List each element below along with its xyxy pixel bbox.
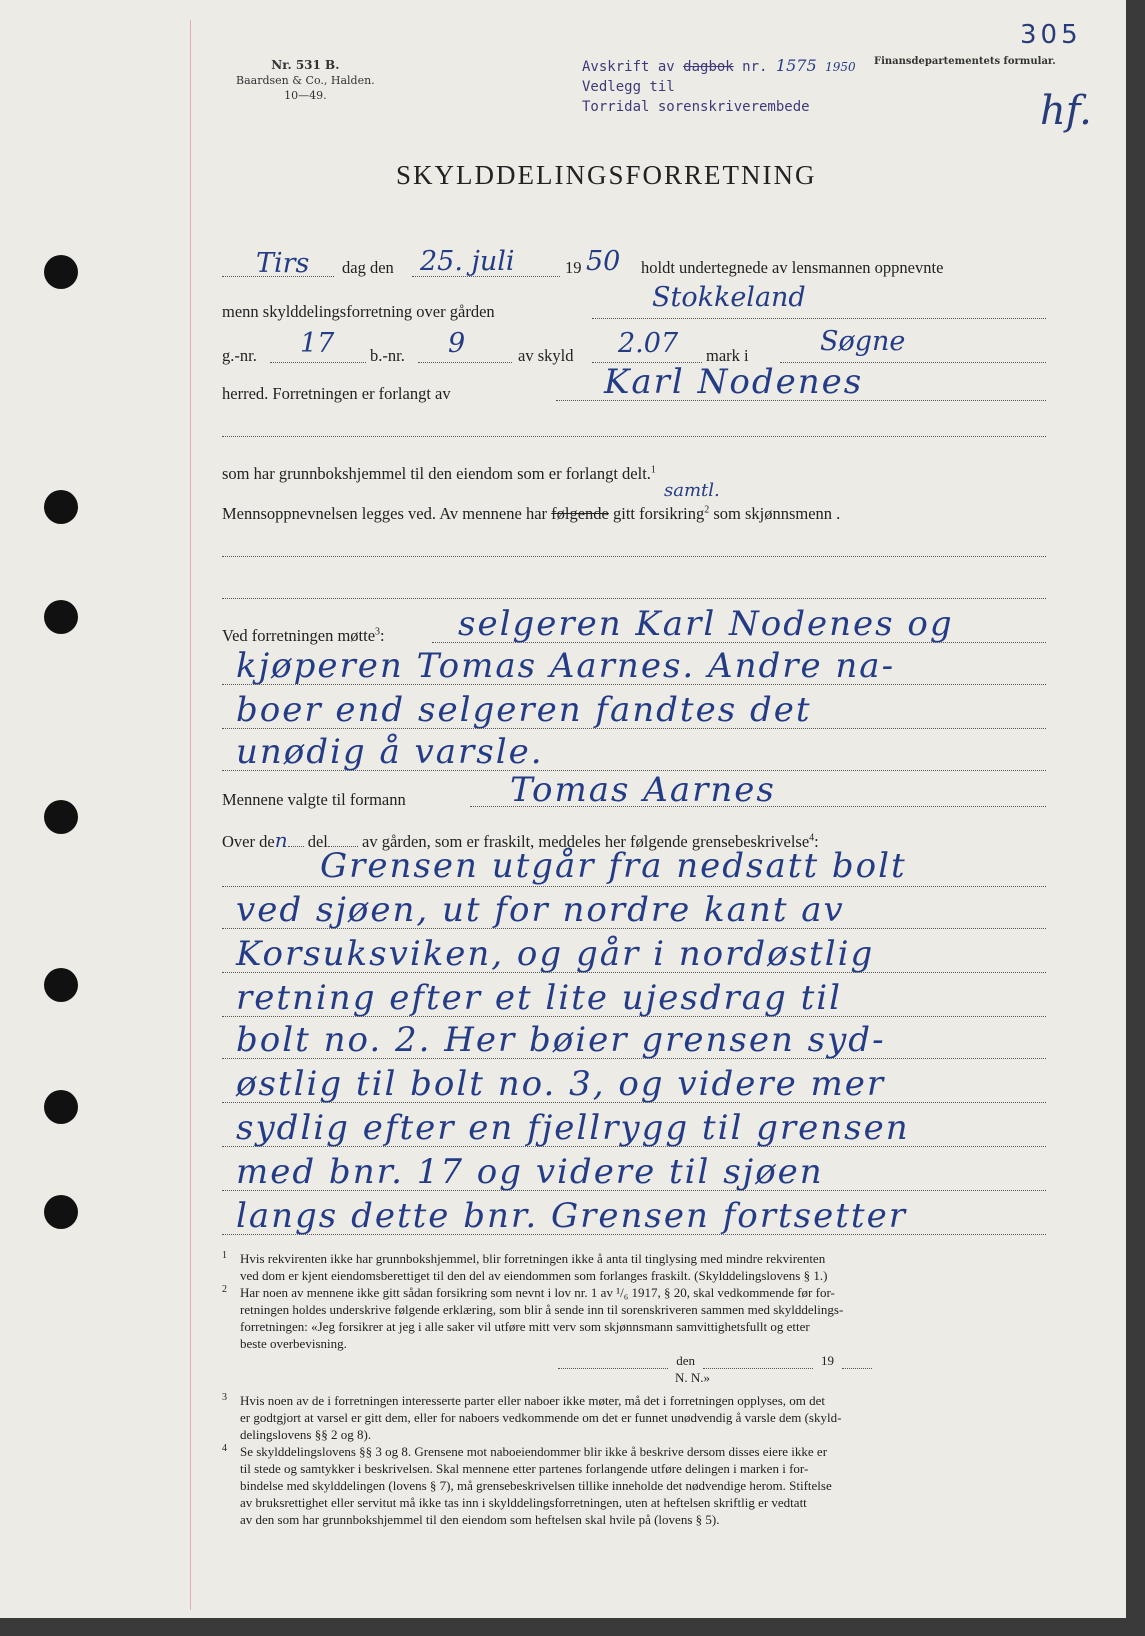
hw-municipality: Søgne xyxy=(820,326,906,357)
punch-hole xyxy=(44,600,78,634)
label-ved: Ved forretningen møtte$^3$: xyxy=(222,626,385,645)
label-av-skyld: av skyld xyxy=(518,346,574,365)
label-herred: herred. Forretningen er forlangt av xyxy=(222,384,451,403)
label-menn: menn skylddelingsforretning over gården xyxy=(222,302,495,321)
hw-boundary-line: ved sjøen, ut for nordre kant av xyxy=(236,890,845,930)
hw-gnr: 17 xyxy=(300,328,335,359)
stamp-nr: nr. xyxy=(742,59,768,75)
footnote: 4 Se skylddelingslovens §§ 3 og 8. Grensene mot naboeiendommer blir ikke å beskrive dersom disses eiere ikke er til stede og samtykker i beskrivelsen. Skal mennene etter partenes forlangende utføre delingen i marken i for- bindelse med skylddelingen (lovens § 7), må grensebeskrivelsen tillike inneholde det nødvendige herom. Stiftelse av bruksrettighet eller servitut må ikke tas inn i skylddelingsforretningen, uten at heftelsen skriftlig er vedtatt av den som har grunnbokshjemmel til den eiendom som heftelsen skal hvile på (lovens § 5). xyxy=(222,1443,832,1527)
punch-hole xyxy=(44,968,78,1002)
hw-chairman: Tomas Aarnes xyxy=(510,770,776,810)
hw-requested-by: Karl Nodenes xyxy=(604,362,864,402)
label-mark-i: mark i xyxy=(706,346,749,365)
hw-date: 25. juli xyxy=(420,246,515,277)
label-over: Over den del av gården, som er fraskilt, meddeles her følgende grensebeskrivelse$^4$: xyxy=(222,828,819,852)
signature-line: den 19 xyxy=(240,1352,1052,1369)
initials: hf. xyxy=(1040,88,1092,134)
printer-date: 10—49. xyxy=(284,89,327,102)
punch-hole xyxy=(44,800,78,834)
hw-attendees-line: selgeren Karl Nodenes og xyxy=(458,604,954,644)
hw-boundary-line: sydlig efter en fjellrygg til grensen xyxy=(236,1108,910,1148)
punch-hole xyxy=(44,490,78,524)
label-gnr: g.-nr. xyxy=(222,346,257,365)
label-valgte: Mennene valgte til formann xyxy=(222,790,406,809)
printer-company: Baardsen & Co., Halden. xyxy=(236,74,375,87)
stamp-number: 1575 xyxy=(775,56,817,75)
footnote: 3 Hvis noen av de i forretningen interesserte parter eller naboer ikke møter, må det i forretningen opplyses, om det er godtgjort at varsel er gitt dem, eller for naboers vedkommende om det er funnet unødvendig å varsle dem (skyld- delingslovens §§ 2 og 8). xyxy=(222,1392,842,1442)
formular-label: Finansdepartementets formular. xyxy=(874,56,1056,67)
stamp-vedlegg: Vedlegg til xyxy=(582,79,675,95)
hw-boundary-line: retning efter et lite ujesdrag til xyxy=(236,978,843,1018)
stamp-office: Torridal sorenskriverembede xyxy=(582,99,810,115)
footnote: 2 Har noen av mennene ikke gitt sådan forsikring som nevnt i lov nr. 1 av ¹/₆ 1917, § 20, skal vedkommende før for- retningen holdes underskrive følgende erklæring, som blir å sende inn til sorenskriveren sammen med skylddelings- forretningen: «Jeg forsikrer at jeg i alle saker vil utføre mitt verv som skjønnsmann samvittighetsfullt og etter beste overbevisning. den 19 N. N.» xyxy=(222,1284,1052,1386)
hw-boundary-line: med bnr. 17 og videre til sjøen xyxy=(236,1152,824,1192)
hw-boundary-line: Korsuksviken, og går i nordøstlig xyxy=(236,934,875,974)
registry-stamp xyxy=(582,56,856,117)
hw-farm: Stokkeland xyxy=(652,282,806,313)
punch-hole xyxy=(44,255,78,289)
stamp-year: 1950 xyxy=(825,60,856,74)
footnotes xyxy=(222,1250,1052,1528)
label-holdt: holdt undertegnede av lensmannen oppnevnte xyxy=(641,258,944,277)
printer-imprint xyxy=(236,58,375,103)
hw-attendees-line: kjøperen Tomas Aarnes. Andre na- xyxy=(236,646,896,686)
hw-boundary-line: østlig til bolt no. 3, og videre mer xyxy=(236,1064,886,1104)
footnote: 1 Hvis rekvirenten ikke har grunnbokshjemmel, blir forretningen ikke å anta til tinglysing med mindre rekvirenten ved dom er kjent eiendomsberettiget til den del av eiendommen som forlanges fraskilt. (Skylddelingslovens § 1.) xyxy=(222,1250,828,1283)
hw-bnr: 9 xyxy=(448,328,466,359)
label-menns: Mennsoppnevnelsen legges ved. Av mennene har følgende gitt forsikring$^2$ som skjønnsmenn . xyxy=(222,504,841,523)
stamp-dagbok: dagbok xyxy=(683,59,734,75)
form-number: Nr. 531 B. xyxy=(271,58,340,72)
page-title: SKYLDDELINGSFORRETNING xyxy=(396,160,817,190)
hw-boundary-line: Grensen utgår fra nedsatt bolt xyxy=(320,846,907,886)
hw-boundary-line: bolt no. 2. Her bøier grensen syd- xyxy=(236,1020,886,1060)
punch-hole xyxy=(44,1195,78,1229)
page-number: 305 xyxy=(1020,20,1082,50)
label-som-har: som har grunnbokshjemmel til den eiendom som er forlangt delt.$^1$ xyxy=(222,464,656,483)
hw-insert-above: samtl. xyxy=(664,480,720,501)
hw-boundary-line: langs dette bnr. Grensen fortsetter xyxy=(236,1196,907,1236)
margin-line xyxy=(190,20,191,1610)
label-bnr: b.-nr. xyxy=(370,346,405,365)
hw-attendees-line: unødig å varsle. xyxy=(236,732,544,772)
label-year-prefix: 19 xyxy=(565,258,582,277)
hw-year: 50 xyxy=(586,246,621,277)
stamp-avskrift: Avskrift av xyxy=(582,59,675,75)
punch-hole xyxy=(44,1090,78,1124)
label-dag-den: dag den xyxy=(342,258,394,277)
hw-attendees-line: boer end selgeren fandtes det xyxy=(236,690,812,730)
hw-weekday: Tirs xyxy=(256,248,310,279)
hw-skyld: 2.07 xyxy=(618,328,679,359)
